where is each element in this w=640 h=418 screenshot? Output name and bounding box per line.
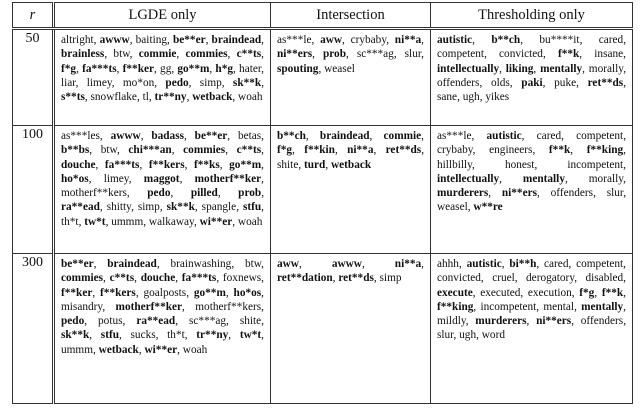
term: tr**ny bbox=[154, 91, 187, 104]
term: hater bbox=[239, 62, 262, 75]
term: btw bbox=[100, 144, 117, 157]
term: morally bbox=[588, 62, 624, 75]
term: brainwashing bbox=[170, 258, 232, 270]
term: as***les bbox=[61, 130, 100, 142]
term: offenders bbox=[580, 315, 624, 328]
term: execute bbox=[437, 286, 473, 299]
term: slur bbox=[437, 329, 454, 342]
term: turd bbox=[304, 158, 326, 171]
term: autistic bbox=[437, 34, 473, 46]
intersection-cell: aww, awww, ni**a, ret**dation, ret**ds, simp bbox=[271, 254, 431, 404]
term: f*g bbox=[61, 62, 77, 75]
lgde-cell: altright, awww, baiting, be**er, braindead, brainless, btw, commie, commies, c**ts, f*g, fa***ts, f**ker, gg, go**m, h*g, hater, liar, limey, mo*on, pedo, simp, sk**k, s**ts, snowflake, tl, tr**ny, wetback, woah bbox=[54, 29, 271, 126]
term: prob bbox=[322, 48, 346, 61]
term: competent bbox=[576, 258, 624, 270]
term: murderers bbox=[475, 315, 527, 328]
term: competent bbox=[437, 48, 485, 61]
term: hillbilly bbox=[437, 158, 473, 171]
term: f**ker bbox=[122, 62, 155, 75]
term: h*g bbox=[215, 62, 234, 75]
term: murderers bbox=[437, 187, 489, 200]
term: tr**ny bbox=[196, 329, 229, 342]
term: liking bbox=[505, 62, 534, 75]
term: ret**ds bbox=[587, 76, 624, 89]
term: simp bbox=[379, 272, 402, 285]
term: sucks bbox=[130, 329, 156, 342]
term: execution bbox=[527, 286, 572, 299]
thresholding-cell: autistic, b**ch, bu****it, cared, competent, convicted, f**k, insane, intellectually, liking, mentally, morally, offenders, olds, paki, puke, ret**ds, sane, ugh, yikes bbox=[431, 29, 633, 126]
term: tl bbox=[142, 91, 149, 104]
term: mentally bbox=[540, 62, 583, 75]
term: cared bbox=[536, 130, 562, 142]
term: motherf**kers bbox=[61, 187, 127, 200]
term: spangle bbox=[201, 201, 237, 214]
term: douche bbox=[61, 158, 96, 171]
term: shitty bbox=[106, 201, 132, 214]
term: b**ch bbox=[277, 130, 306, 142]
term: ummm bbox=[61, 343, 94, 356]
term: autistic bbox=[466, 258, 502, 270]
lgde-cell: be**er, braindead, brainwashing, btw, commies, c**ts, douche, fa***ts, foxnews, f**ker, f**kers, goalposts, go**m, ho*os, misandry, motherf**ker, motherf**kers, pedo, potus, ra**ead, sc***ag, shite, sk**k, stfu, sucks, th*t, tr**ny, tw*t, ummm, wetback, wi**er, woah bbox=[54, 254, 271, 404]
term: b**ch bbox=[491, 34, 521, 46]
term: wetback bbox=[331, 158, 372, 171]
term: s**ts bbox=[61, 91, 85, 104]
table-row bbox=[13, 254, 633, 404]
term: competent bbox=[576, 130, 624, 142]
term: ni**ers bbox=[501, 187, 538, 200]
term: mental bbox=[543, 300, 575, 313]
term: commie bbox=[383, 130, 422, 142]
term: f**king bbox=[437, 300, 474, 313]
term: btw bbox=[113, 48, 130, 61]
term: simp bbox=[137, 201, 160, 214]
term: pedo bbox=[165, 76, 189, 89]
term: c**ts bbox=[236, 48, 262, 61]
term: aww bbox=[320, 34, 343, 46]
term: th*t bbox=[167, 329, 185, 342]
results-table bbox=[12, 2, 633, 404]
term: braindead bbox=[319, 130, 370, 142]
term: be**er bbox=[172, 34, 206, 46]
term: sc***ag bbox=[189, 315, 227, 328]
term: shite bbox=[277, 158, 299, 171]
term: weasel bbox=[437, 201, 468, 214]
term: intellectually bbox=[437, 172, 500, 185]
term: bi**h bbox=[509, 258, 537, 270]
term: commies bbox=[185, 48, 228, 61]
term: ni**ers bbox=[277, 48, 313, 61]
term: btw bbox=[244, 258, 262, 270]
term: f**k bbox=[557, 48, 580, 61]
term: engineers bbox=[489, 144, 533, 157]
term: brainless bbox=[61, 48, 105, 61]
term: gg bbox=[160, 62, 172, 75]
term: cruel bbox=[492, 272, 515, 285]
header-r: r bbox=[13, 3, 54, 29]
term: stfu bbox=[100, 329, 119, 342]
term: braindead bbox=[107, 258, 157, 270]
term: slur bbox=[404, 48, 422, 61]
term: mentally bbox=[522, 172, 565, 185]
term: go**m bbox=[177, 62, 210, 75]
term: go**m bbox=[229, 158, 262, 171]
term: limey bbox=[86, 76, 112, 89]
term: ret**ds bbox=[338, 272, 374, 285]
term: fa***ts bbox=[181, 272, 217, 285]
term: badass bbox=[151, 130, 184, 142]
term: liar bbox=[61, 76, 76, 89]
term: f**kers bbox=[100, 286, 136, 299]
term: pilled bbox=[190, 187, 218, 200]
term: ho*os bbox=[233, 286, 262, 299]
term: word bbox=[481, 329, 505, 342]
intersection-cell: b**ch, braindead, commie, f*g, f**kin, ni**a, ret**ds, shite, turd, wetback bbox=[271, 126, 431, 254]
term: douche bbox=[140, 272, 176, 285]
term: shite bbox=[239, 315, 262, 328]
term: go**m bbox=[193, 286, 226, 299]
term: woah bbox=[238, 91, 263, 104]
term: paki bbox=[521, 76, 543, 89]
term: pedo bbox=[61, 315, 85, 328]
table-row bbox=[13, 126, 633, 254]
thresholding-cell: as***le, autistic, cared, competent, crybaby, engineers, f**k, f**king, hillbilly, honest, incompetent, intellectually, mentally, morally, murderers, ni**ers, offenders, slur, weasel, w**re bbox=[431, 126, 633, 254]
term: altright bbox=[61, 34, 94, 46]
term: autistic bbox=[486, 130, 522, 142]
term: as***le bbox=[437, 130, 472, 142]
term: braindead bbox=[211, 34, 262, 46]
term: honest bbox=[504, 158, 535, 171]
term: foxnews bbox=[222, 272, 262, 285]
term: tw*t bbox=[84, 215, 106, 228]
term: ra**ead bbox=[136, 315, 176, 328]
term: mentally bbox=[581, 300, 624, 313]
term: motherf**ker bbox=[194, 172, 262, 185]
term: be**er bbox=[61, 258, 94, 270]
header-row bbox=[13, 3, 633, 29]
term: f**kers bbox=[148, 158, 185, 171]
term: sane bbox=[437, 91, 458, 104]
term: mo*on bbox=[122, 76, 155, 89]
r-value: 100 bbox=[13, 126, 54, 254]
term: yikes bbox=[485, 91, 510, 104]
term: weasel bbox=[324, 62, 355, 75]
term: betas bbox=[237, 130, 262, 142]
term: convicted bbox=[499, 48, 543, 61]
term: disabled bbox=[585, 272, 624, 285]
term: offenders bbox=[437, 76, 480, 89]
term: simp bbox=[199, 76, 222, 89]
term: derogatory bbox=[526, 272, 575, 285]
term: maggot bbox=[143, 172, 180, 185]
term: th*t bbox=[61, 215, 79, 228]
term: ret**ds bbox=[385, 144, 422, 157]
term: ra**ead bbox=[61, 201, 100, 214]
term: wetback bbox=[98, 343, 139, 356]
term: potus bbox=[98, 315, 123, 328]
term: motherf**kers bbox=[195, 300, 262, 313]
term: f**k bbox=[601, 286, 624, 299]
term: walkaway bbox=[148, 215, 194, 228]
term: spouting bbox=[277, 62, 319, 75]
term: f**k bbox=[548, 144, 571, 157]
table-row bbox=[13, 29, 633, 126]
term: ni**ers bbox=[536, 315, 572, 328]
term: fa***ts bbox=[104, 158, 140, 171]
term: wi**er bbox=[144, 343, 178, 356]
term: f**king bbox=[586, 144, 624, 157]
term: cared bbox=[598, 34, 624, 46]
term: olds bbox=[490, 76, 510, 89]
term: executed bbox=[480, 286, 521, 299]
term: c**ts bbox=[109, 272, 135, 285]
term: baiting bbox=[135, 34, 168, 46]
thresholding-cell: ahhh, autistic, bi**h, cared, competent, convicted, cruel, derogatory, disabled, execute, executed, execution, f*g, f**k, f**king, incompetent, mental, mentally, mildly, murderers, ni**ers, offenders, slur, ugh, word bbox=[431, 254, 633, 404]
r-value: 50 bbox=[13, 29, 54, 126]
term: crybaby bbox=[350, 34, 387, 46]
term: stfu bbox=[242, 201, 262, 214]
term: snowflake bbox=[90, 91, 137, 104]
term: woah bbox=[182, 343, 208, 356]
term: b**bs bbox=[61, 144, 90, 157]
term: bu****it bbox=[539, 34, 580, 46]
term: limey bbox=[103, 172, 129, 185]
term: w**re bbox=[473, 201, 503, 214]
term: c**ts bbox=[236, 144, 262, 157]
term: fa***ts bbox=[82, 62, 117, 75]
header-lgde-only: LGDE only bbox=[54, 3, 271, 29]
term: be**er bbox=[194, 130, 228, 142]
term: morally bbox=[588, 172, 624, 185]
term: awww bbox=[331, 258, 362, 270]
term: ummm bbox=[111, 215, 144, 228]
term: f**ker bbox=[61, 286, 93, 299]
term: crybaby bbox=[437, 144, 473, 157]
term: sc***ag bbox=[356, 48, 394, 61]
term: ni**a bbox=[394, 34, 422, 46]
term: goalposts bbox=[143, 286, 187, 299]
term: insane bbox=[594, 48, 624, 61]
header-intersection: Intersection bbox=[271, 3, 431, 29]
term: wi**er bbox=[199, 215, 233, 228]
term: f**ks bbox=[194, 158, 220, 171]
term: commies bbox=[61, 272, 104, 285]
term: woah bbox=[237, 215, 263, 228]
term: convicted bbox=[437, 272, 481, 285]
term: chi***an bbox=[128, 144, 172, 157]
term: wetback bbox=[192, 91, 233, 104]
term: tw*t bbox=[239, 329, 262, 342]
term: awww bbox=[99, 34, 130, 46]
term: misandry bbox=[61, 300, 103, 313]
term: as***le bbox=[277, 34, 312, 46]
term: ugh bbox=[459, 329, 477, 342]
term: sk**k bbox=[166, 201, 195, 214]
lgde-cell: as***les, awww, badass, be**er, betas, b**bs, btw, chi***an, commies, c**ts, douche, fa***ts, f**kers, f**ks, go**m, ho*os, limey, maggot, motherf**ker, motherf**kers, pedo, pilled, prob, ra**ead, shitty, simp, sk**k, spangle, stfu, th*t, tw*t, ummm, walkaway, wi**er, woah bbox=[54, 126, 271, 254]
term: incompetent bbox=[480, 300, 537, 313]
term: pedo bbox=[147, 187, 171, 200]
term: f**kin bbox=[304, 144, 335, 157]
term: ahhh bbox=[437, 258, 459, 270]
term: mildly bbox=[437, 315, 466, 328]
term: prob bbox=[238, 187, 262, 200]
header-thresholding-only: Thresholding only bbox=[431, 3, 633, 29]
term: cared bbox=[544, 258, 569, 270]
term: ni**a bbox=[394, 258, 422, 270]
intersection-cell: as***le, aww, crybaby, ni**a, ni**ers, prob, sc***ag, slur, spouting, weasel bbox=[271, 29, 431, 126]
term: f*g bbox=[277, 144, 293, 157]
term: incompetent bbox=[567, 158, 624, 171]
r-value: 300 bbox=[13, 254, 54, 404]
term: offenders bbox=[550, 187, 594, 200]
term: ho*os bbox=[61, 172, 89, 185]
term: ret**dation bbox=[277, 272, 333, 285]
term: awww bbox=[110, 130, 141, 142]
term: sk**k bbox=[232, 76, 262, 89]
term: intellectually bbox=[437, 62, 500, 75]
term: puke bbox=[554, 76, 577, 89]
term: ni**a bbox=[347, 144, 374, 157]
term: motherf**ker bbox=[115, 300, 183, 313]
term: commies bbox=[183, 144, 226, 157]
term: aww bbox=[277, 258, 299, 270]
term: commie bbox=[138, 48, 177, 61]
term: f*g bbox=[579, 286, 595, 299]
term: sk**k bbox=[61, 329, 90, 342]
term: ugh bbox=[462, 91, 480, 104]
term: slur bbox=[606, 187, 624, 200]
